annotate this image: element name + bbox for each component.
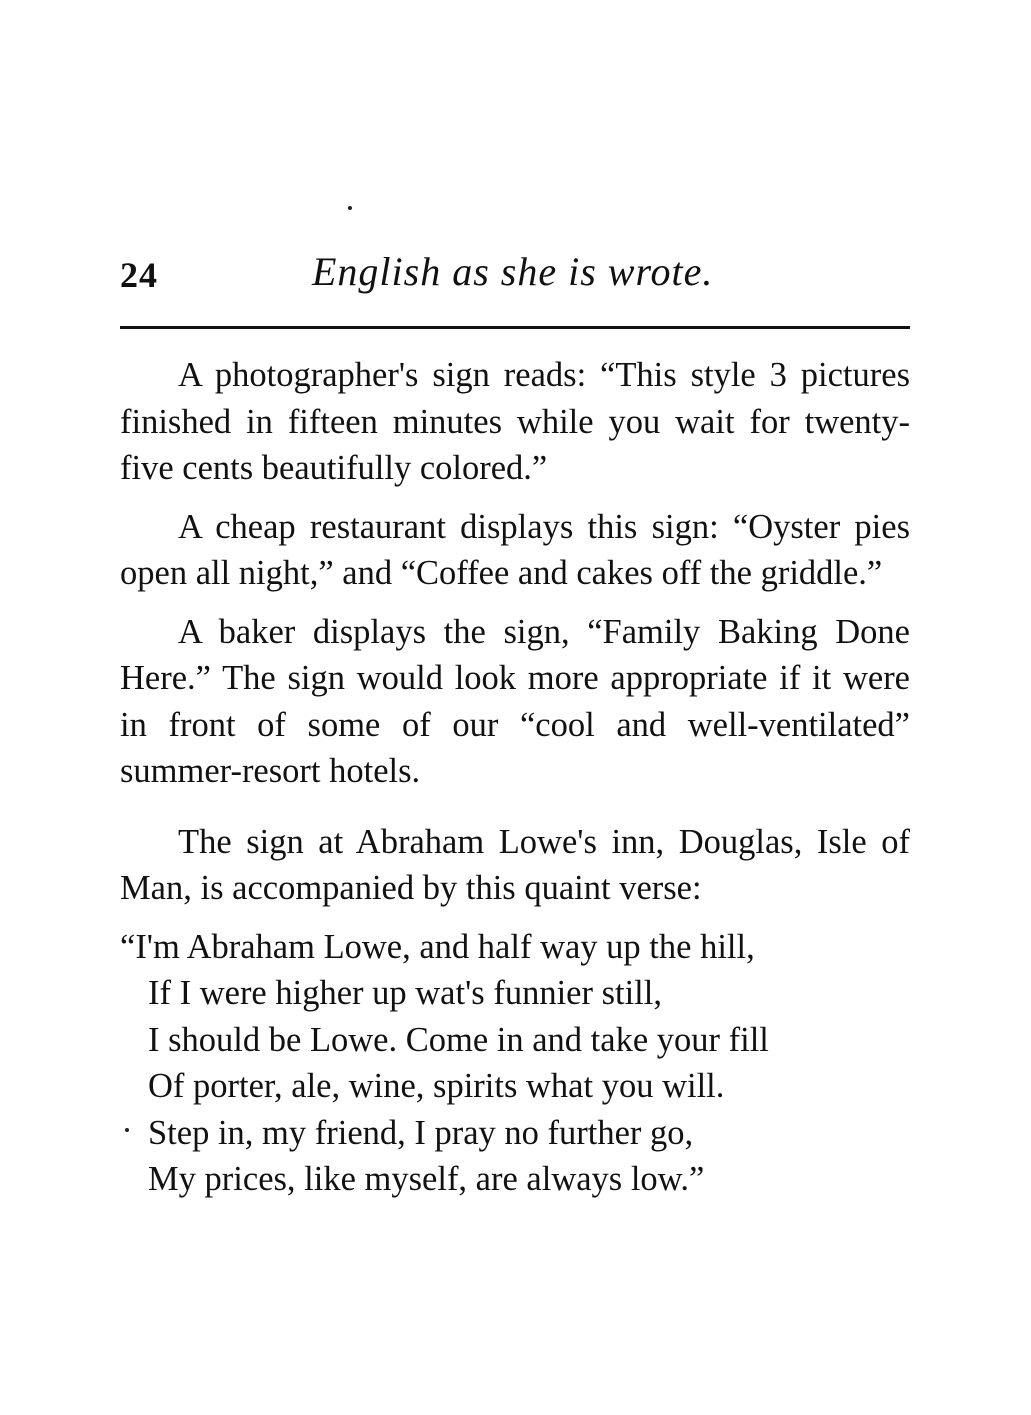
paragraph-photographer-sign: A photographer's sign reads: “This style 3 pictures finished in fifteen minutes while you wait for twenty-five cents beautifully colored.” [120,356,910,487]
verse-line: Of porter, ale, wine, spirits what you will. [148,1067,725,1105]
verse-line: Step in, my friend, I pray no further go, [148,1113,694,1152]
page-body [120,352,910,1203]
verse [120,924,910,1203]
verse-line: My prices, like myself, are always low.” [148,1160,705,1198]
verse-line: If I were higher up wat's funnier still, [148,974,662,1012]
print-speck [125,1128,129,1132]
running-title: English as she is wrote. [312,249,714,294]
verse-line: “I'm Abraham Lowe, and half way up the hill, [120,927,755,966]
header-rule [120,326,910,329]
verse-line: I should be Lowe. Come in and take your fill [148,1020,769,1059]
page-header [120,248,910,308]
paragraph-restaurant-sign: A cheap restaurant displays this sign: “Oyster pies open all night,” and “Coffee and cakes off the griddle.” [120,507,910,592]
page-number: 24 [120,255,158,295]
paragraph-inn-sign: The sign at Abraham Lowe's inn, Douglas, Isle of Man, is accompanied by this quaint verse: [120,822,910,907]
paragraph-baker-sign: A baker displays the sign, “Family Baking Done Here.” The sign would look more appropriate if it were in front of some of our “cool and well-ventilated” summer-resort hotels. [120,612,910,790]
print-speck [348,206,352,210]
